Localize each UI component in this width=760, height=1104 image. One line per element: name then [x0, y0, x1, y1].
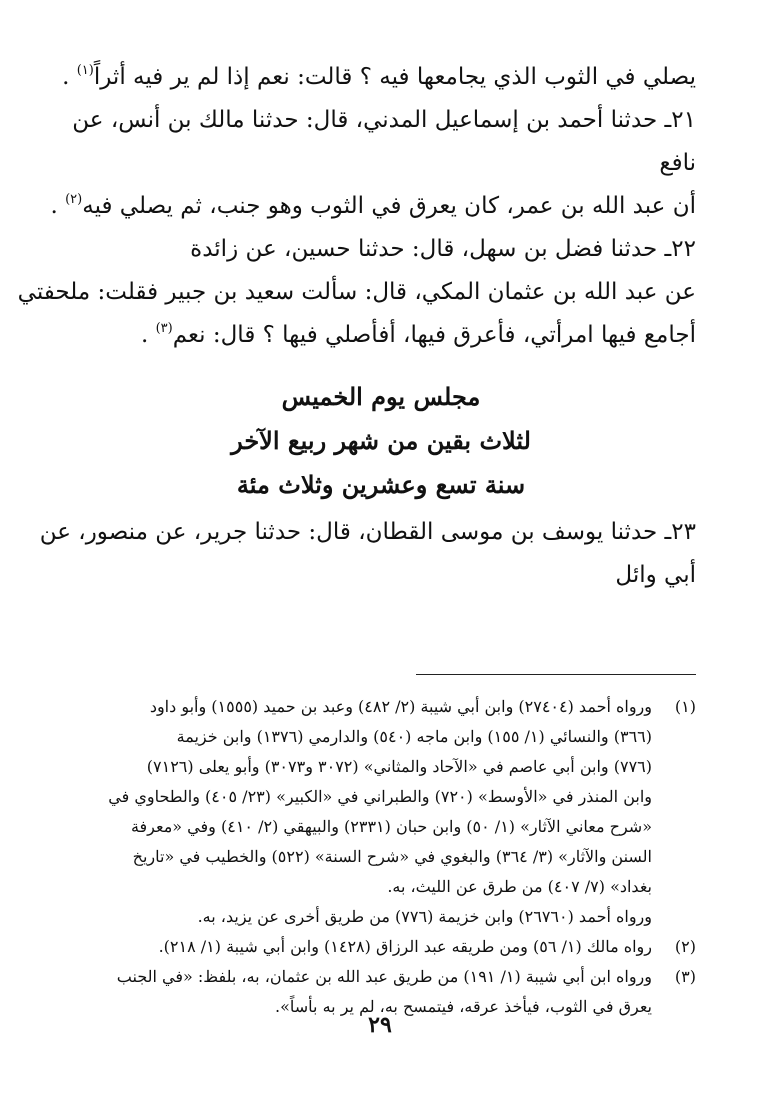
- hadith-22-line: ٢٢ـ حدثنا فضل بن سهل، قال: حدثنا حسين، عن زائدة: [190, 236, 696, 262]
- footnote-line: ورواه أحمد (٢٦٧٦٠) وابن خزيمة (٧٧٦) من طريق أخرى عن يزيد، به.: [197, 907, 652, 926]
- page-number: ٢٩: [368, 1012, 392, 1038]
- hadith-21-line: ٢١ـ حدثنا أحمد بن إسماعيل المدني، قال: حدثنا مالك بن أنس، عن: [72, 107, 696, 133]
- hadith-23-line: أبي وائل: [615, 562, 696, 588]
- footnote-ref[interactable]: (١): [76, 63, 94, 78]
- hadith-21-line: أن عبد الله بن عمر، كان يعرق في الثوب وهو جنب، ثم يصلي فيه$^{(٢)}$ .: [50, 192, 696, 219]
- footnote-line: يعرق في الثوب، فيأخذ عرقه، فيتمسح به، لم ير به بأساً».: [275, 997, 652, 1016]
- footnote-line: السنن والآثار» (٣/ ٣٦٤) والبغوي في «شرح السنة» (٥٢٢) والخطيب في «تاريخ: [132, 847, 652, 866]
- text-line: يصلي في الثوب الذي يجامعها فيه ؟ قالت: نعم إذا لم ير فيه أثراً$^{(١)}$ .: [62, 63, 696, 90]
- footnote-line: (٧٧٦) وابن أبي عاصم في «الآحاد والمثاني» (٣٠٧٢ و٣٠٧٣) وأبو يعلى (٧١٢٦): [146, 757, 652, 776]
- heading-line-2: لثلاث بقين من شهر ربيع الآخر: [231, 426, 531, 455]
- footnote-ref[interactable]: (٣): [155, 321, 173, 336]
- footnote-1: [66, 692, 696, 932]
- footnote-line: «شرح معاني الآثار» (١/ ٥٠) وابن حبان (٢٣٣١) والبيهقي (٢/ ٤١٠) وفي «معرفة: [130, 817, 652, 836]
- heading-line-1: مجلس يوم الخميس: [281, 382, 481, 411]
- heading-line-3: سنة تسع وعشرين وثلاث مئة: [236, 470, 526, 499]
- footnote-number: (٣): [674, 967, 696, 986]
- session-heading: [66, 375, 696, 507]
- hadith-23-line: ٢٣ـ حدثنا يوسف بن موسى القطان، قال: حدثنا جرير، عن منصور، عن: [39, 519, 696, 545]
- footnotes: [66, 692, 696, 1022]
- footnote-number: (١): [674, 697, 696, 716]
- footnote-line: (٣٦٦) والنسائي (١/ ١٥٥) وابن ماجه (٥٤٠) والدارمي (١٣٧٦) وابن خزيمة: [176, 727, 652, 746]
- footnote-divider: [416, 674, 696, 675]
- footnote-line: رواه مالك (١/ ٥٦) ومن طريقه عبد الرزاق (١٤٢٨) وابن أبي شيبة (١/ ٢١٨).: [158, 937, 652, 956]
- footnote-number: (٢): [674, 937, 696, 956]
- footnote-line: ورواه أحمد (٢٧٤٠٤) وابن أبي شيبة (٢/ ٤٨٢) وعبد بن حميد (١٥٥٥) وأبو داود: [149, 697, 652, 716]
- footnote-line: وابن المنذر في «الأوسط» (٧٢٠) والطبراني في «الكبير» (٢٣/ ٤٠٥) والطحاوي في: [108, 787, 652, 806]
- footnote-ref[interactable]: (٢): [65, 192, 83, 207]
- hadith-21-line: نافع: [659, 150, 696, 176]
- page-body: [17, 56, 696, 1016]
- footnote-line: ورواه ابن أبي شيبة (١/ ١٩١) من طريق عبد الله بن عثمان، به، بلفظ: «في الجنب: [116, 967, 652, 986]
- hadith-22-line: عن عبد الله بن عثمان المكي، قال: سألت سعيد بن جبير فقلت: ملحفتي: [17, 279, 696, 305]
- hadith-22-line: أجامع فيها امرأتي، فأعرق فيها، أفأصلي فيها ؟ قال: نعم$^{(٣)}$ .: [140, 321, 696, 348]
- main-text: [17, 56, 696, 597]
- footnote-2: [66, 932, 696, 962]
- footnote-line: بغداد» (٧/ ٤٠٧) من طرق عن الليث، به.: [387, 877, 652, 896]
